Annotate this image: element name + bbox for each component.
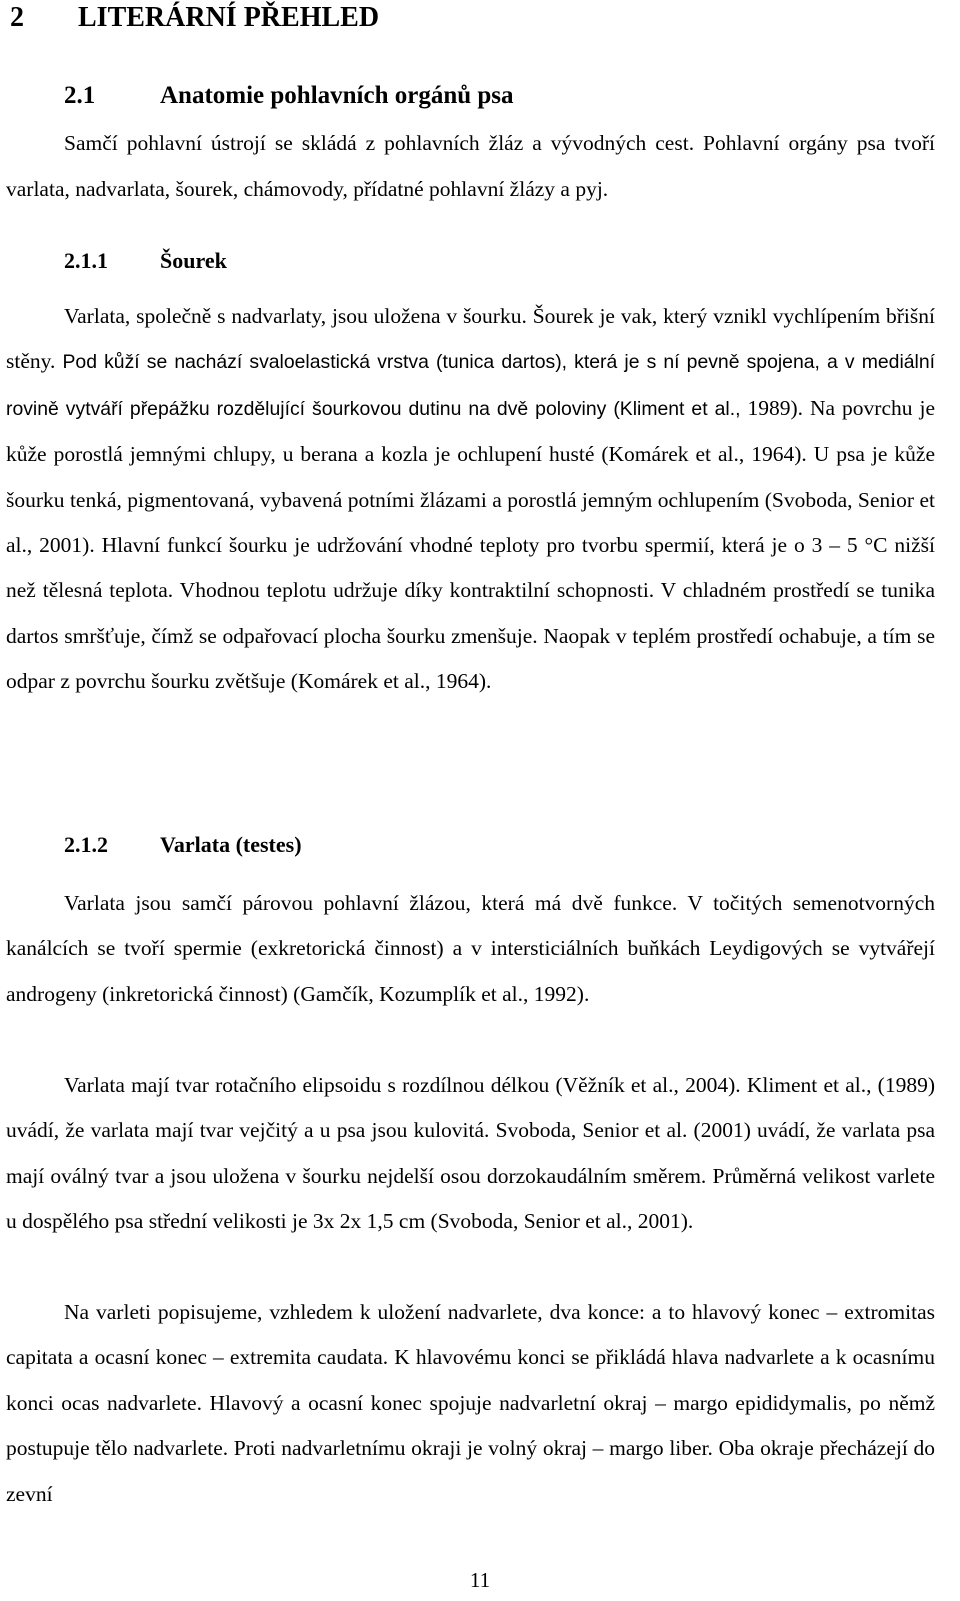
section-number: 2.1 (64, 82, 96, 109)
subsection-heading-2-1-1 (64, 248, 227, 274)
paragraph-varlata-1: Varlata jsou samčí párovou pohlavní žlázou, která má dvě funkce. V točitých semenotvorných kanálcích se tvoří spermie (exkretorická činnost) a v intersticiálních buňkách Leydigových se vytvářejí androgeny (inkretorická činnost) (Gamčík, Kozumplík et al., 1992). (6, 891, 935, 1006)
text-run: Varlata, společně s nadvarlaty, jsou uložena v šourku. Šourek je vak, který vznikl vychlípením břišní stěny. (6, 304, 935, 374)
paragraph-2-1: Samčí pohlavní ústrojí se skládá z pohlavních žláz a vývodných cest. Pohlavní orgány psa tvoří varlata, nadvarlata, šourek, chámovody, přídatné pohlavní žlázy a pyj. (6, 131, 935, 201)
chapter-title: LITERÁRNÍ PŘEHLED (78, 2, 380, 33)
text-run-sans: je s ní pevně spojena, a v mediální rovině vytváří přepážku rozdělující šourkovou dutinu na dvě poloviny (Kliment et al., (6, 351, 936, 420)
subsection-number: 2.1.1 (64, 248, 108, 273)
paragraph-sourek (6, 294, 935, 705)
text-run: 1964). U psa je kůže šourku tenká, pigmentovaná, vybavená potními žlázami a porostlá jemným ochlupením (Svoboda, Senior et al., 2001). Hlavní funkcí šourku je udržování vhodné teploty pro tvorbu spermií, která je o 3 – 5 °C nižší než tělesná teplota. Vhodnou teplotu udržuje díky kontraktilní schopnosti. V chladném prostředí se tunika dartos smršťuje, čímž se odpařovací plocha šourku zmenšuje. Naopak v teplém prostředí ochabuje, a tím se odpar z povrchu šourku zvětšuje (Komárek et al., 1964). (6, 442, 936, 694)
page-number: 11 (469, 1568, 491, 1592)
section-heading-2-1 (64, 82, 514, 110)
text-run-sans: Pod kůží se nachází svaloelastická vrstva (tunica dartos), která (62, 351, 618, 374)
chapter-number: 2 (10, 2, 24, 33)
text-run: 1989). Na povrchu je kůže porostlá jemnými chlupy, u berana a kozla je ochlupení husté (Komárek et al., (6, 395, 936, 467)
subsection-title: Šourek (160, 248, 227, 273)
section-title: Anatomie pohlavních orgánů psa (160, 82, 514, 109)
paragraph-varlata-2: Varlata mají tvar rotačního elipsoidu s rozdílnou délkou (Věžník et al., 2004). Kliment et al., (1989) uvádí, že varlata mají tvar vejčitý a u psa jsou kulovitá. Svoboda, Senior et al. (2001) uvádí, že varlata psa mají oválný tvar a jsou uložena v šourku nejdelší osou dorzokaudálním směrem. Průměrná velikost varlete u dospělého psa střední velikosti je 3x 2x 1,5 cm (Svoboda, Senior et al., 2001). (6, 1073, 935, 1234)
chapter-heading (10, 2, 379, 34)
subsection-heading-2-1-2 (64, 832, 302, 858)
subsection-title: Varlata (testes) (160, 832, 302, 857)
subsection-number: 2.1.2 (64, 832, 108, 857)
paragraph-varlata-3: Na varleti popisujeme, vzhledem k uložení nadvarlete, dva konce: a to hlavový konec – extromitas capitata a ocasní konec – extremita caudata. K hlavovému konci se přikládá hlava nadvarlete a k ocasnímu konci ocas nadvarlete. Hlavový a ocasní konec spojuje nadvarletní okraj – margo epididymalis, po němž postupuje tělo nadvarlete. Proti nadvarletnímu okraji je volný okraj – margo liber. Oba okraje přecházejí do zevní (6, 1300, 935, 1506)
